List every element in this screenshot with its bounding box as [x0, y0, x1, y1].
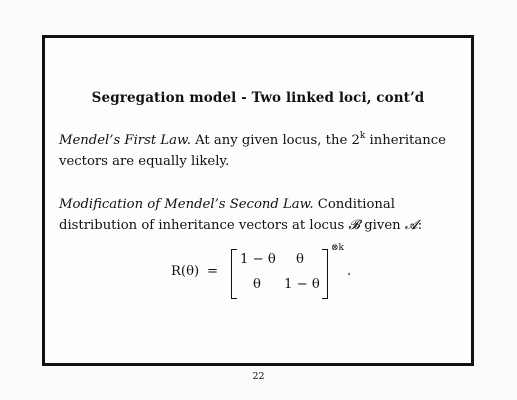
transition-matrix-equation [171, 243, 371, 299]
matrix-cell-2-1: θ [253, 277, 261, 292]
matrix-cell-1-1: 1 − θ [240, 252, 276, 267]
second-law-colon: : [417, 218, 423, 233]
second-law-paragraph [59, 194, 457, 236]
slide-frame [42, 35, 474, 366]
equation-period: . [347, 264, 352, 279]
matrix-cell-2-2: 1 − θ [284, 277, 320, 292]
page-number: 22 [252, 371, 265, 382]
first-law-heading: Mendel’s First Law. [59, 133, 191, 148]
left-bracket [231, 249, 237, 299]
matrix-cell-1-2: θ [296, 252, 304, 267]
locus-a-symbol: 𝓐 [404, 218, 418, 233]
slide-title: Segregation model - Two linked loci, cont’d [91, 90, 425, 106]
first-law-power: k [359, 131, 366, 141]
first-law-text-end: inheritance vectors are equally likely. [59, 133, 446, 169]
right-bracket [322, 249, 328, 299]
second-law-text-given: given [360, 218, 405, 233]
second-law-text: Conditional distribution of inheritance vectors at locus [59, 197, 395, 233]
second-law-heading: Modification of Mendel’s Second Law. [59, 197, 314, 212]
equation-lhs: R(θ) [171, 264, 200, 279]
first-law-text: At any given locus, the 2 [190, 133, 360, 148]
equals-sign: = [207, 264, 219, 279]
kronecker-power-exponent: ⊗k [331, 243, 344, 253]
locus-b-symbol: 𝓑 [348, 218, 361, 233]
first-law-paragraph [59, 130, 457, 172]
